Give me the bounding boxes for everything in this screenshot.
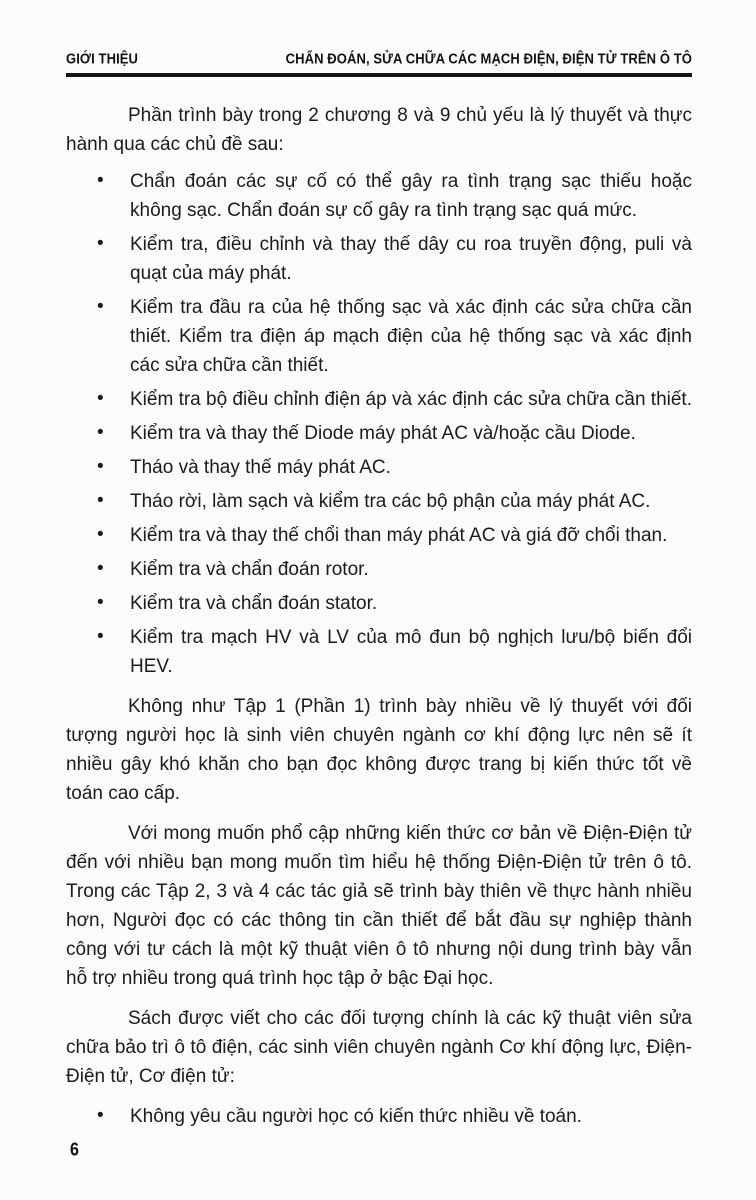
list-item-text: Tháo và thay thế máy phát AC. <box>130 457 391 478</box>
list-item-text: Kiểm tra đầu ra của hệ thống sạc và xác định các sửa chữa cần thiết. Kiểm tra điện áp mạch điện của hệ thống sạc và xác định các sửa chữa cần thiết. <box>130 297 692 376</box>
bullet-icon: • <box>97 524 104 545</box>
list-item-text: Kiểm tra bộ điều chỉnh điện áp và xác định các sửa chữa cần thiết. <box>130 389 692 410</box>
list-item-text: Chẩn đoán các sự cố có thể gây ra tình trạng sạc thiếu hoặc không sạc. Chẩn đoán sự cố gây ra tình trạng sạc quá mức. <box>130 171 692 221</box>
list-item-text: Kiểm tra và chẩn đoán rotor. <box>130 559 369 580</box>
list-item <box>66 1102 692 1131</box>
list-item <box>66 293 692 380</box>
running-header-book-title: CHẨN ĐOÁN, SỬA CHỮA CÁC MẠCH ĐIỆN, ĐIỆN TỬ TRÊN Ô TÔ <box>285 49 692 67</box>
bullet-icon: • <box>97 233 104 254</box>
page-number: 6 <box>70 1140 79 1161</box>
bullet-icon: • <box>97 296 104 317</box>
list-item <box>66 167 692 225</box>
bullet-icon: • <box>97 1105 104 1126</box>
list-item-text: Kiểm tra, điều chỉnh và thay thế dây cu roa truyền động, puli và quạt của máy phát. <box>130 234 692 284</box>
body-paragraph: Sách được viết cho các đối tượng chính là các kỹ thuật viên sửa chữa bảo trì ô tô điện, các sinh viên chuyên ngành Cơ khí động lực, Điện-Điện tử, Cơ điện tử: <box>66 1008 692 1087</box>
bullet-icon: • <box>97 490 104 511</box>
list-item <box>66 521 692 550</box>
list-item-text: Kiểm tra và thay thế chổi than máy phát AC và giá đỡ chổi than. <box>130 525 668 546</box>
bullet-icon: • <box>97 558 104 579</box>
list-item-text: Tháo rời, làm sạch và kiểm tra các bộ phận của máy phát AC. <box>130 491 651 512</box>
bullet-icon: • <box>97 422 104 443</box>
list-item-text: Không yêu cầu người học có kiến thức nhiều về toán. <box>130 1106 582 1127</box>
bullet-icon: • <box>97 626 104 647</box>
body-paragraph: Với mong muốn phổ cập những kiến thức cơ bản về Điện-Điện tử đến với nhiều bạn mong muốn tìm hiểu hệ thống Điện-Điện tử trên ô tô. Trong các Tập 2, 3 và 4 các tác giả sẽ trình bày thiên về thực hành nhiều hơn, Người đọc có các thông tin cần thiết để bắt đầu sự nghiệp thành công với tư cách là một kỹ thuật viên ô tô nhưng nội dung trình bày vẫn hỗ trợ nhiều trong quá trình học tập ở bậc Đại học. <box>66 823 692 989</box>
list-item-text: Kiểm tra mạch HV và LV của mô đun bộ nghịch lưu/bộ biến đổi HEV. <box>130 627 692 677</box>
audience-bullet-list <box>66 1102 692 1131</box>
list-item <box>66 419 692 448</box>
list-item <box>66 623 692 681</box>
running-header-section-title: GIỚI THIỆU <box>66 49 139 67</box>
list-item <box>66 385 692 414</box>
page-body <box>66 101 692 1131</box>
list-item <box>66 453 692 482</box>
list-item <box>66 487 692 516</box>
bullet-icon: • <box>97 456 104 477</box>
bullet-icon: • <box>97 170 104 191</box>
list-item <box>66 230 692 288</box>
bullet-icon: • <box>97 592 104 613</box>
body-paragraph: Không như Tập 1 (Phần 1) trình bày nhiều về lý thuyết với đối tượng người học là sinh viên chuyên ngành cơ khí động lực nên sẽ ít nhiều gây khó khăn cho bạn đọc không được trang bị kiến thức tốt về toán cao cấp. <box>66 696 692 804</box>
list-item-text: Kiểm tra và thay thế Diode máy phát AC và/hoặc cầu Diode. <box>130 423 636 444</box>
list-item <box>66 555 692 584</box>
list-item <box>66 589 692 618</box>
topics-bullet-list <box>66 167 692 681</box>
intro-paragraph: Phần trình bày trong 2 chương 8 và 9 chủ yếu là lý thuyết và thực hành qua các chủ đề sau: <box>66 105 692 155</box>
bullet-icon: • <box>97 388 104 409</box>
list-item-text: Kiểm tra và chẩn đoán stator. <box>130 593 378 614</box>
running-header <box>66 49 692 77</box>
